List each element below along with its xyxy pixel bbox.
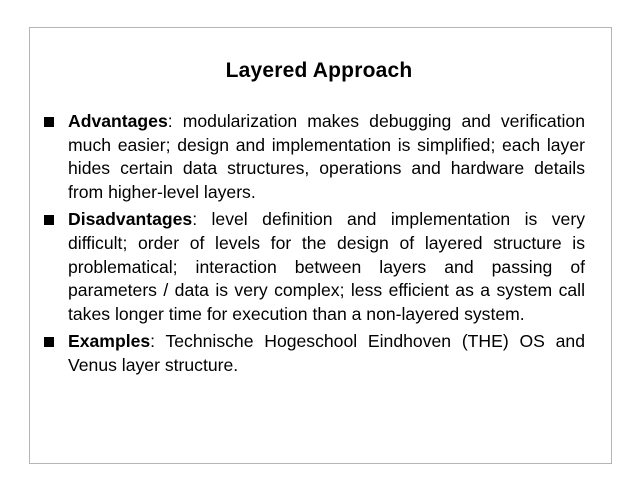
square-bullet-icon [44, 117, 54, 127]
bullet-advantages [41, 110, 585, 204]
bullet-heading: Disadvantages [68, 209, 193, 230]
bullet-text: : level definition and implementation is very difficult; order of levels for the design of layered structure is problematical; interaction between layers and passing of parameters / data is very complex; less efficient as a system call takes longer time for execution than a non-layered system. [68, 209, 585, 324]
square-bullet-icon [44, 215, 54, 225]
square-bullet-icon [44, 337, 54, 347]
slide-title: Layered Approach [225, 59, 413, 82]
bullet-disadvantages [41, 208, 585, 326]
bullet-heading: Advantages [68, 111, 168, 131]
bullet-list [41, 110, 585, 382]
bullet-text: : modularization makes debugging and verification much easier; design and implementation is simplified; each layer hides certain data structures, operations and hardware details from higher-level layers. [68, 111, 585, 202]
bullet-text: : Technische Hogeschool Eindhoven (THE) OS and Venus layer structure. [68, 331, 585, 375]
bullet-examples [41, 330, 585, 377]
bullet-heading: Examples [68, 331, 151, 352]
